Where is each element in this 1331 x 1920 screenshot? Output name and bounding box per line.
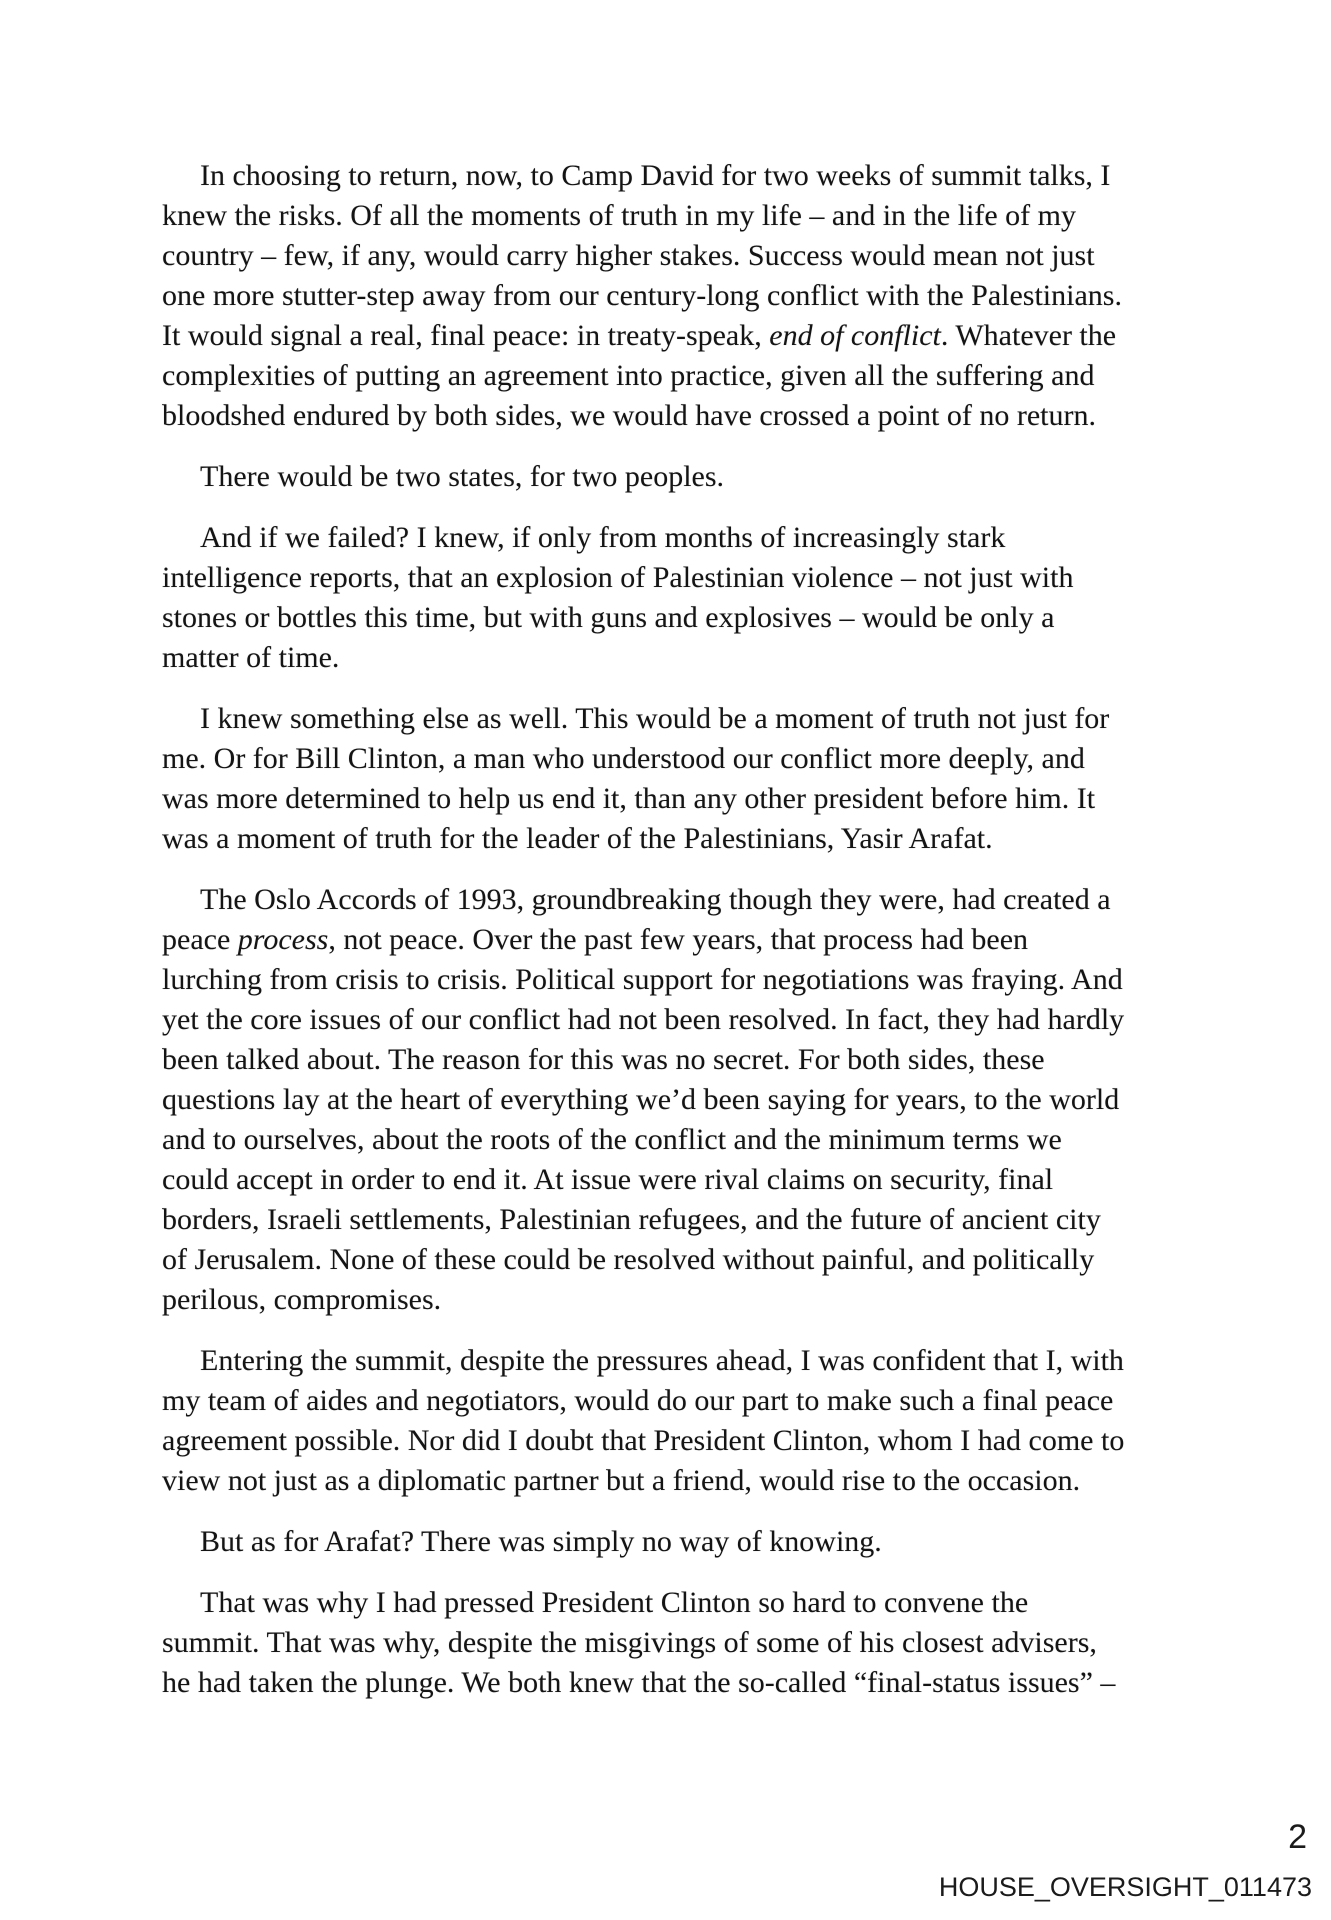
paragraph <box>162 699 1202 859</box>
text-line: he had taken the plunge. We both knew that the so-called “final-status issues” – <box>162 1666 1116 1699</box>
text-line: There would be two states, for two peoples. <box>200 460 725 493</box>
text-line: I knew something else as well. This would be a moment of truth not just for <box>200 702 1110 735</box>
text-line: matter of time. <box>162 641 340 674</box>
text-line: summit. That was why, despite the misgivings of some of his closest advisers, <box>162 1626 1097 1659</box>
page-number: 2 <box>1288 1818 1307 1856</box>
paragraph <box>162 1583 1202 1703</box>
text-line: country – few, if any, would carry higher stakes. Success would mean not just <box>162 239 1095 272</box>
text-line: was a moment of truth for the leader of the Palestinians, Yasir Arafat. <box>162 822 993 855</box>
paragraph <box>162 880 1202 1320</box>
body-text <box>162 156 1202 1703</box>
text-line: questions lay at the heart of everything we’d been saying for years, to the world <box>162 1083 1120 1116</box>
text-line: But as for Arafat? There was simply no way of knowing. <box>200 1525 882 1558</box>
text-line: view not just as a diplomatic partner but a friend, would rise to the occasion. <box>162 1464 1081 1497</box>
text-line: intelligence reports, that an explosion of Palestinian violence – not just with <box>162 561 1074 594</box>
text-line: and to ourselves, about the roots of the conflict and the minimum terms we <box>162 1123 1062 1156</box>
text-line: me. Or for Bill Clinton, a man who understood our conflict more deeply, and <box>162 742 1085 775</box>
text-line: That was why I had pressed President Clinton so hard to convene the <box>200 1586 1029 1619</box>
text-line: knew the risks. Of all the moments of truth in my life – and in the life of my <box>162 199 1076 232</box>
text-line: perilous, compromises. <box>162 1283 442 1316</box>
text-line: was more determined to help us end it, than any other president before him. It <box>162 782 1096 815</box>
text-line: In choosing to return, now, to Camp David for two weeks of summit talks, I <box>200 159 1111 192</box>
text-line: lurching from crisis to crisis. Political support for negotiations was fraying. And <box>162 963 1123 996</box>
text-line: my team of aides and negotiators, would do our part to make such a final peace <box>162 1384 1114 1417</box>
text-line: could accept in order to end it. At issue were rival claims on security, final <box>162 1163 1054 1196</box>
text-line: agreement possible. Nor did I doubt that President Clinton, whom I had come to <box>162 1424 1125 1457</box>
paragraph <box>162 1522 1202 1562</box>
text-line: peace process, not peace. Over the past few years, that process had been <box>162 923 1029 956</box>
text-line: of Jerusalem. None of these could be resolved without painful, and politically <box>162 1243 1095 1276</box>
paragraph <box>162 156 1202 436</box>
text-line: bloodshed endured by both sides, we would have crossed a point of no return. <box>162 399 1096 432</box>
paragraph <box>162 457 1202 497</box>
text-line: borders, Israeli settlements, Palestinian refugees, and the future of ancient city <box>162 1203 1101 1236</box>
paragraph <box>162 1341 1202 1501</box>
text-line: And if we failed? I knew, if only from months of increasingly stark <box>200 521 1006 554</box>
bates-stamp: HOUSE_OVERSIGHT_011473 <box>938 1872 1312 1902</box>
paragraph <box>162 518 1202 678</box>
text-line: The Oslo Accords of 1993, groundbreaking though they were, had created a <box>200 883 1111 916</box>
text-line: It would signal a real, final peace: in treaty-speak, end of conflict. Whatever the <box>162 319 1117 352</box>
text-line: stones or bottles this time, but with guns and explosives – would be only a <box>162 601 1055 634</box>
text-line: complexities of putting an agreement into practice, given all the suffering and <box>162 359 1095 392</box>
text-line: been talked about. The reason for this was no secret. For both sides, these <box>162 1043 1045 1076</box>
text-line: yet the core issues of our conflict had not been resolved. In fact, they had hardly <box>162 1003 1125 1036</box>
text-line: one more stutter-step away from our century-long conflict with the Palestinians. <box>162 279 1122 312</box>
text-line: Entering the summit, despite the pressures ahead, I was confident that I, with <box>200 1344 1124 1377</box>
